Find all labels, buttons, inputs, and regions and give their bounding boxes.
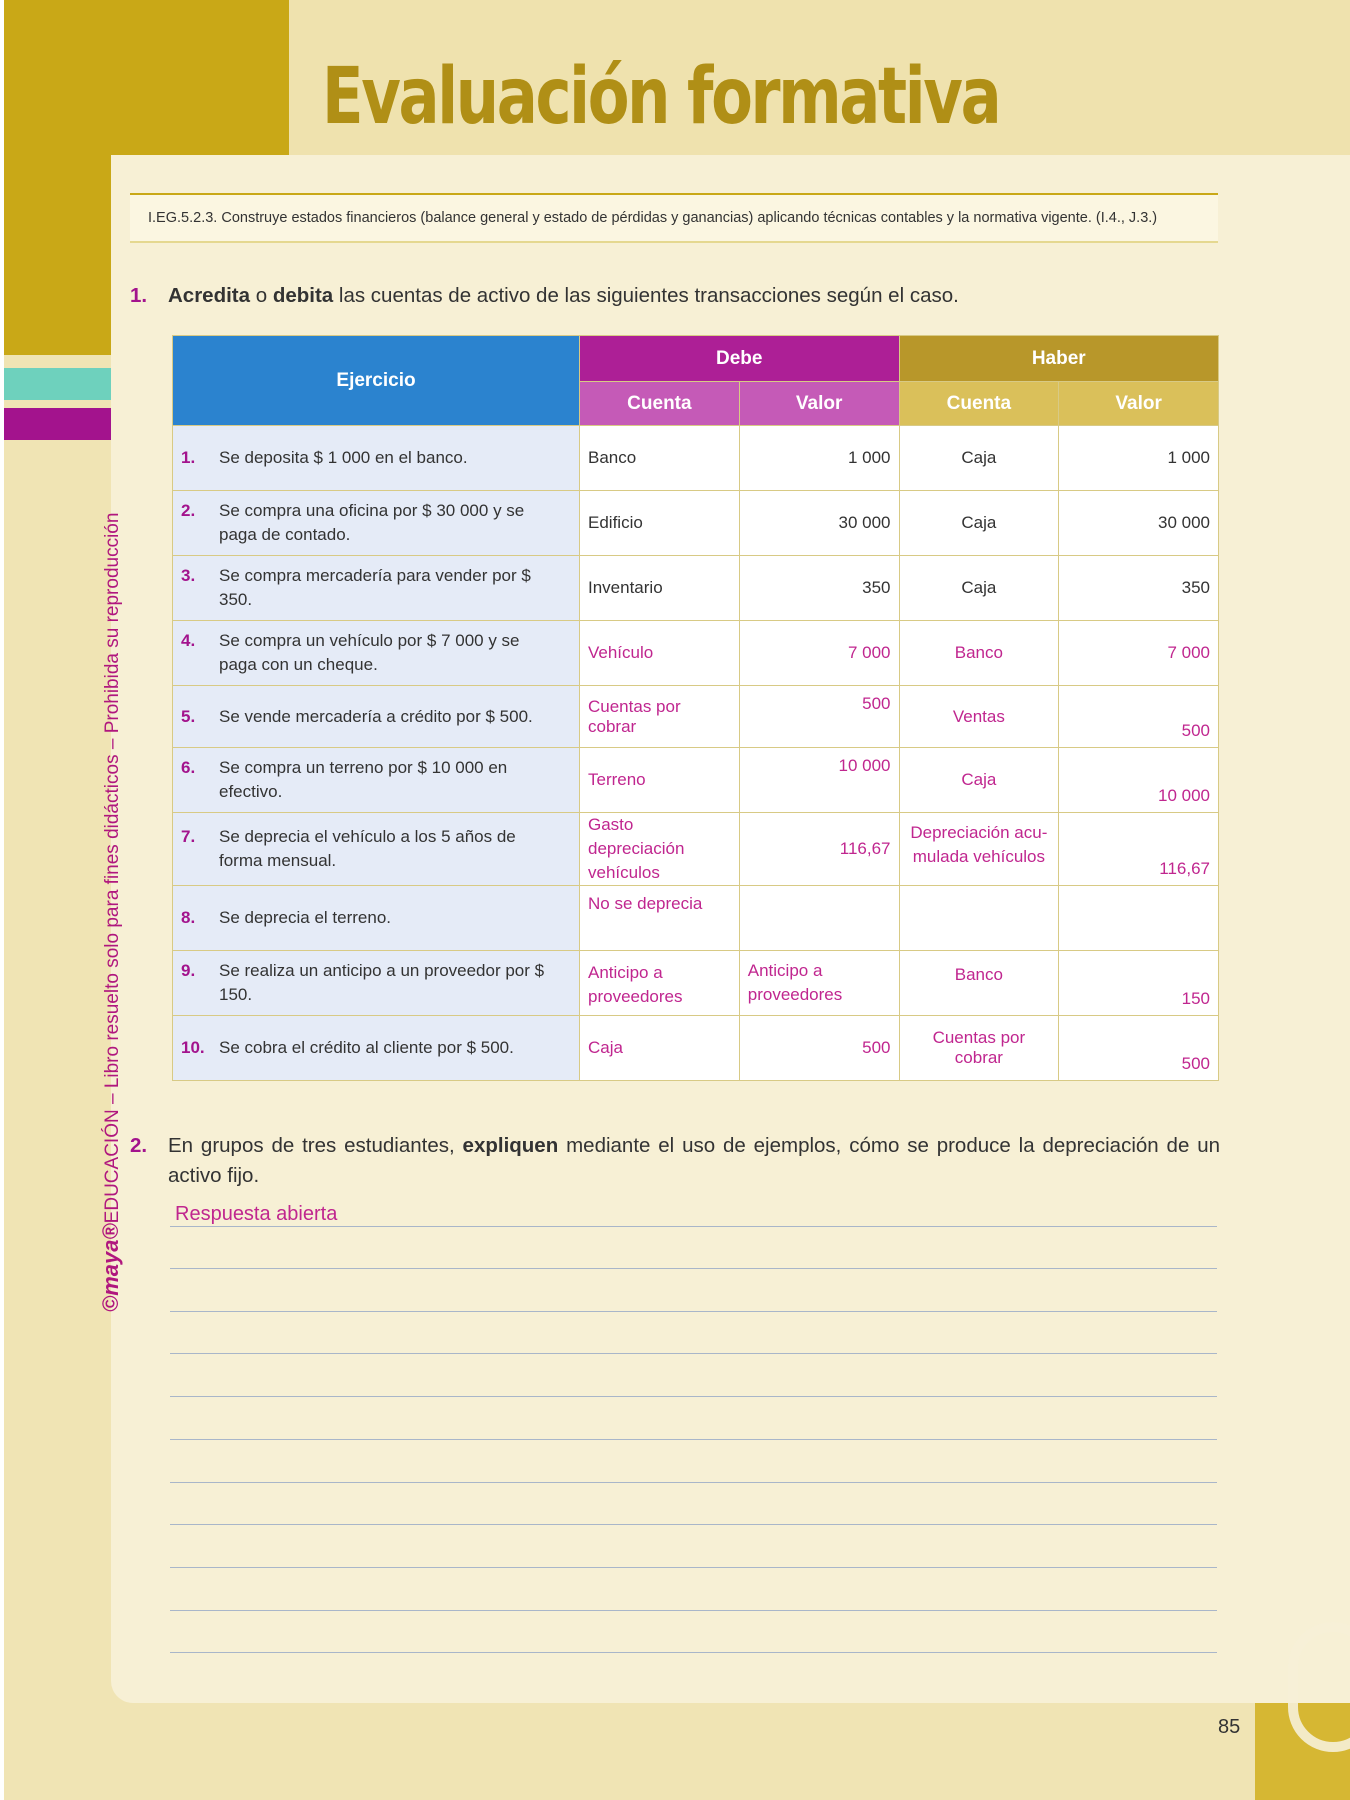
haber-valor-cell: [1059, 886, 1219, 951]
haber-valor-cell: 350: [1059, 556, 1219, 621]
debe-cuenta-cell: Banco: [580, 426, 740, 491]
question-2: [130, 1131, 1220, 1193]
header-debe-valor: Valor: [739, 382, 899, 426]
haber-cuenta-cell: Cuentas por cobrar: [899, 1016, 1059, 1081]
haber-cuenta-cell: Banco: [899, 621, 1059, 686]
table-row: [173, 426, 1219, 491]
accounting-table: [172, 335, 1219, 1081]
table-row: [173, 1016, 1219, 1081]
copyright-text: EDUCACIÓN – Libro resuelto solo para fines didácticos – Prohibida su reproducción: [102, 512, 123, 1224]
debe-valor-cell: 7 000: [739, 621, 899, 686]
haber-valor-cell: 500: [1059, 1016, 1219, 1081]
haber-valor-cell: 116,67: [1059, 813, 1219, 886]
answer-line: [170, 1311, 1217, 1312]
header-haber: Haber: [899, 336, 1219, 382]
haber-cuenta-cell: [899, 886, 1059, 951]
haber-cuenta-cell: Caja: [899, 748, 1059, 813]
question-text: Acredita o debita las cuentas de activo de las siguientes transacciones según el caso.: [168, 284, 959, 307]
ejercicio-cell: 4. Se compra un vehículo por $ 7 000 y se paga con un cheque.: [173, 621, 580, 686]
table-row: [173, 621, 1219, 686]
haber-cuenta-cell: Caja: [899, 491, 1059, 556]
question-number: 2.: [130, 1134, 148, 1157]
evaluation-criterion: I.EG.5.2.3. Construye estados financieros (balance general y estado de pérdidas y ganancias) aplicando técnicas contables y la normativa vigente. (I.4., J.3.): [130, 193, 1218, 243]
debe-cuenta-cell: Caja: [580, 1016, 740, 1081]
keyword-debita: debita: [272, 284, 334, 307]
ejercicio-cell: 6. Se compra un terreno por $ 10 000 en efectivo.: [173, 748, 580, 813]
debe-valor-cell: 1 000: [739, 426, 899, 491]
debe-cuenta-cell: Terreno: [580, 748, 740, 813]
table-row: [173, 491, 1219, 556]
debe-valor-cell: Anticipo a proveedores: [739, 951, 899, 1016]
debe-cuenta-cell: Anticipo a proveedores: [580, 951, 740, 1016]
haber-valor-cell: 30 000: [1059, 491, 1219, 556]
answer-line: [170, 1268, 1217, 1269]
side-accent-gold: [4, 155, 111, 355]
corner-accent: [4, 0, 289, 155]
haber-valor-cell: 1 000: [1059, 426, 1219, 491]
answer-line: [170, 1353, 1217, 1354]
header-haber-valor: Valor: [1059, 382, 1219, 426]
haber-cuenta-cell: Caja: [899, 556, 1059, 621]
table-row: [173, 886, 1219, 951]
debe-cuenta-cell: Vehículo: [580, 621, 740, 686]
debe-valor-cell: 30 000: [739, 491, 899, 556]
header-debe: Debe: [580, 336, 900, 382]
copyright-side-note: [98, 513, 124, 1312]
side-accent-teal: [4, 368, 111, 400]
ejercicio-cell: 3. Se compra mercadería para vender por $ 350.: [173, 556, 580, 621]
debe-cuenta-cell: Gasto depreciación vehículos: [580, 813, 740, 886]
debe-cuenta-cell: Edificio: [580, 491, 740, 556]
table-row: [173, 686, 1219, 748]
haber-valor-cell: 150: [1059, 951, 1219, 1016]
answer-line: [170, 1226, 1217, 1227]
ejercicio-cell: 5. Se vende mercadería a crédito por $ 500.: [173, 686, 580, 748]
debe-valor-cell: 116,67: [739, 813, 899, 886]
haber-valor-cell: 500: [1059, 686, 1219, 748]
table-row: [173, 951, 1219, 1016]
question-text: En grupos de tres estudiantes, expliquen mediante el uso de ejemplos, cómo se produce la depreciación de un activo fijo.: [168, 1134, 1220, 1187]
answer-line: [170, 1439, 1217, 1440]
debe-valor-cell: 500: [739, 686, 899, 748]
debe-valor-cell: [739, 886, 899, 951]
debe-cuenta-cell: No se deprecia: [580, 886, 740, 951]
table-row: [173, 813, 1219, 886]
answer-line: [170, 1524, 1217, 1525]
question-number: 1.: [130, 284, 148, 307]
haber-cuenta-cell: Banco: [899, 951, 1059, 1016]
ejercicio-cell: 10. Se cobra el crédito al cliente por $ 500.: [173, 1016, 580, 1081]
haber-cuenta-cell: Ventas: [899, 686, 1059, 748]
answer-line: [170, 1396, 1217, 1397]
answer-line: [170, 1610, 1217, 1611]
header-debe-cuenta: Cuenta: [580, 382, 740, 426]
question-1: [130, 281, 1230, 313]
answer-line: [170, 1652, 1217, 1653]
answer-line: [170, 1567, 1217, 1568]
table-row: [173, 748, 1219, 813]
haber-valor-cell: 10 000: [1059, 748, 1219, 813]
ejercicio-cell: 9. Se realiza un anticipo a un proveedor por $ 150.: [173, 951, 580, 1016]
ejercicio-cell: 7. Se deprecia el vehículo a los 5 años de forma mensual.: [173, 813, 580, 886]
page-title: Evaluación formativa: [322, 52, 1000, 142]
header-haber-cuenta: Cuenta: [899, 382, 1059, 426]
keyword-expliquen: expliquen: [462, 1134, 559, 1157]
answer-line: [170, 1482, 1217, 1483]
answer-text: Respuesta abierta: [175, 1203, 338, 1225]
haber-valor-cell: 7 000: [1059, 621, 1219, 686]
keyword-acredita: Acredita: [168, 284, 251, 307]
ejercicio-cell: 1. Se deposita $ 1 000 en el banco.: [173, 426, 580, 491]
ejercicio-cell: 8. Se deprecia el terreno.: [173, 886, 580, 951]
header-ejercicio: Ejercicio: [173, 336, 580, 426]
debe-valor-cell: 10 000: [739, 748, 899, 813]
debe-cuenta-cell: Inventario: [580, 556, 740, 621]
decorative-swirl: [1288, 1622, 1350, 1752]
table-row: [173, 556, 1219, 621]
ejercicio-cell: 2. Se compra una oficina por $ 30 000 y se paga de contado.: [173, 491, 580, 556]
page-number: 85: [1218, 1716, 1241, 1738]
haber-cuenta-cell: Caja: [899, 426, 1059, 491]
debe-valor-cell: 350: [739, 556, 899, 621]
debe-cuenta-cell: Cuentas por cobrar: [580, 686, 740, 748]
haber-cuenta-cell: Depreciación acu-mulada vehículos: [899, 813, 1059, 886]
side-accent-magenta: [4, 408, 111, 440]
brand-mark: ©maya®: [98, 1223, 123, 1312]
debe-valor-cell: 500: [739, 1016, 899, 1081]
